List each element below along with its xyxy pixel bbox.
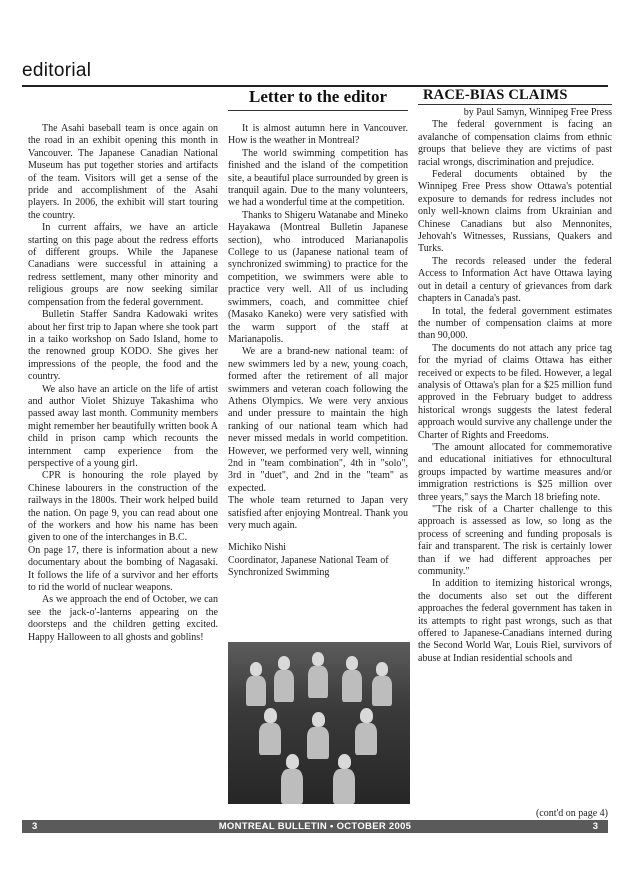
letter-paragraph: Thanks to Shigeru Watanabe and Mineko Hayakawa (Montreal Bulletin Japanese section), who introduced Marianapolis College to us (Japanese national team of synchronized swimming) to practice for the competition, we swimmers were able to practice very well. All of us including swimmers, coach, and committee chief (Masako Kaneko) were very satisfied with the warm support of the staff at Marianapolis. <box>228 209 408 345</box>
article-paragraph: 'The amount allocated for commemorative and educational initiatives for ethnocultural groups impacted by wartime measures and/or immigration restrictions is $25 million over three years," says the March 18 briefing note. <box>418 441 612 503</box>
letter-column <box>228 123 408 580</box>
editorial-paragraph: Bulletin Staffer Sandra Kadowaki writes about her first trip to Japan where she took part in a taiko workshop on Sado Island, home to the renowned group KODO. She gives her impressions of the people, the food and the country. <box>28 309 218 383</box>
article-paragraph: In addition to itemizing historical wrongs, the documents also set out the different approaches the federal government has taken in its attempts to right past wrongs, such as that offered to Japanese-Canadians interned during the Second World War, Louis Riel, survivors of abuse at Indian residential schools and <box>418 578 612 664</box>
editorial-paragraph: The Asahi baseball team is once again on the road in an exhibit opening this month in Vancouver. The Japanese Canadian National Museum has put together stories and artifacts of the team. Visitors will get a sense of the pride and accomplishment of the Asahi players. In 2006, the exhibit will start touring the country. <box>28 123 218 221</box>
article-column <box>418 107 612 665</box>
page-number-right: 3 <box>592 821 598 832</box>
article-paragraph: Federal documents obtained by the Winnipeg Free Press show Ottawa's potential exposure to demands for redress includes not only well-known claims from Ukrainian and Chinese Canadians but also Mennonites, Jehovah's Witnesses, Russians, Quakers and Turks. <box>418 169 612 255</box>
editorial-paragraph: As we approach the end of October, we can see the jack-o'-lanterns appearing on the doorsteps and the children getting excited. Happy Halloween to all ghosts and goblins! <box>28 594 218 643</box>
editorial-paragraph: CPR is honouring the role played by Chinese labourers in the construction of the railways in the 1800s. Their work helped build the nation. On page 9, you can read about one of the workers and how his name has been given to one of the interchanges in B.C. <box>28 470 218 544</box>
letter-headline-rule <box>228 110 408 111</box>
editorial-paragraph: We also have an article on the life of artist and author Violet Shizuye Takashima who passed away last month. Community members might remember her beautifully written book A child in prison camp which recounts the internment camp experience from the perspective of a young girl. <box>28 383 218 469</box>
letter-paragraph: We are a brand-new national team: of new swimmers led by a new, young coach, formed after the retirement of all major swimmers and veteran coach following the Athens Olympics. We were very anxious and under pressure to maintain the high ranking of our national team which had never missed medals in world competition. However, we performed very well, winning 2nd in "team combination", 4th in "solo", 3rd in "duet", and 2nd in the "team" as expected. <box>228 346 408 494</box>
continued-note: (cont'd on page 4) <box>535 808 608 819</box>
article-paragraph: In total, the federal government estimates the number of compensation claims at more than 90,000. <box>418 305 612 342</box>
section-label: editorial <box>22 60 92 81</box>
team-photo <box>228 642 410 804</box>
page-number-left: 3 <box>32 821 38 832</box>
footer-bar <box>22 820 608 833</box>
editorial-column <box>28 123 218 644</box>
article-headline-rule <box>418 104 612 105</box>
article-paragraph: The documents do not attach any price tag for the myriad of claims Ottawa has either received or expects to be filed. However, a legal analysis of Ottawa's plan for a $25 million fund approved in the February budget to address historical wrongs suggests the latest federal approach would survive any challenge under the Charter of Rights and Freedoms. <box>418 342 612 441</box>
article-headline: RACE-BIAS CLAIMS <box>423 87 568 103</box>
signature-title: Coordinator, Japanese National Team of Synchronized Swimming <box>228 554 389 579</box>
article-paragraph: The records released under the federal Access to Information Act have Ottawa laying out in detail a century of grievances from dark chapters in Canada's past. <box>418 255 612 305</box>
article-paragraph: The federal government is facing an avalanche of compensation claims from ethnic groups that believe they are victims of past racial wrongs, discrimination and prejudice. <box>418 119 612 168</box>
letter-headline: Letter to the editor <box>249 87 387 106</box>
publication-line: MONTREAL BULLETIN • OCTOBER 2005 <box>218 821 412 832</box>
editorial-paragraph: In current affairs, we have an article starting on this page about the redress efforts of different groups. While the Japanese Canadians were successful in attaining a redress settlement, many other minority and religious groups are now seeking similar compensation from the federal government. <box>28 222 218 308</box>
editorial-paragraph: On page 17, there is information about a new documentary about the bombing of Nagasaki. It follows the life of a survivor and her efforts to rid the world of nuclear weapons. <box>28 544 218 594</box>
article-byline: by Paul Samyn, Winnipeg Free Press <box>463 107 612 118</box>
letter-paragraph: It is almost autumn here in Vancouver. How is the weather in Montreal? <box>228 123 408 147</box>
letter-paragraph: The whole team returned to Japan very satisfied after enjoying Montreal. Thank you very much again. <box>228 495 408 531</box>
letter-signature <box>228 542 408 579</box>
signature-name: Michiko Nishi <box>228 542 287 554</box>
letter-paragraph: The world swimming competition has finished and the island of the competition site, a beautiful place surrounded by green is tranquil again. Due to the many volunteers, we had a wonderful time at the competition. <box>228 147 408 209</box>
article-paragraph: "The risk of a Charter challenge to this approach is assessed as low, so long as the process of screening and funding proposals is fair and transparent. The risk is certainly lower than if we had different approaches per community." <box>418 504 612 578</box>
